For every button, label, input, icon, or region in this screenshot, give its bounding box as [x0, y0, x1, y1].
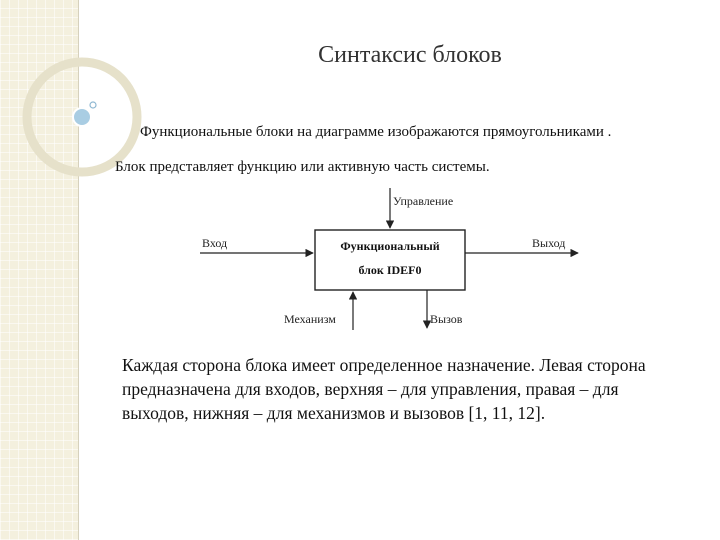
output-label: Выход: [532, 236, 566, 250]
function-block-title: Функциональный: [340, 239, 440, 253]
paragraph-line: предназначена для входов, верхняя – для управления, правая – для: [122, 379, 619, 399]
block-definition-text: Блок представляет функцию или активную часть системы.: [115, 159, 490, 175]
paragraph-line: выходов, нижняя – для механизмов и вызовов [1, 11, 12].: [122, 403, 546, 423]
decorative-dot-small: [90, 102, 96, 108]
control-label: Управление: [393, 194, 454, 208]
paragraph-line: Каждая сторона блока имеет определенное назначение. Левая сторона: [122, 355, 646, 375]
intro-text: Функциональные блоки на диаграмме изображаются прямоугольниками .: [140, 124, 612, 140]
decorative-dot-large: [73, 108, 91, 126]
input-label: Вход: [202, 236, 228, 250]
slide-title: Синтаксис блоков: [318, 42, 502, 68]
function-block-subtitle: блок IDEF0: [358, 263, 422, 277]
idef0-diagram: [190, 180, 600, 330]
call-label: Вызов: [430, 312, 463, 326]
mechanism-label: Механизм: [284, 312, 336, 326]
description-paragraph: [122, 353, 692, 425]
